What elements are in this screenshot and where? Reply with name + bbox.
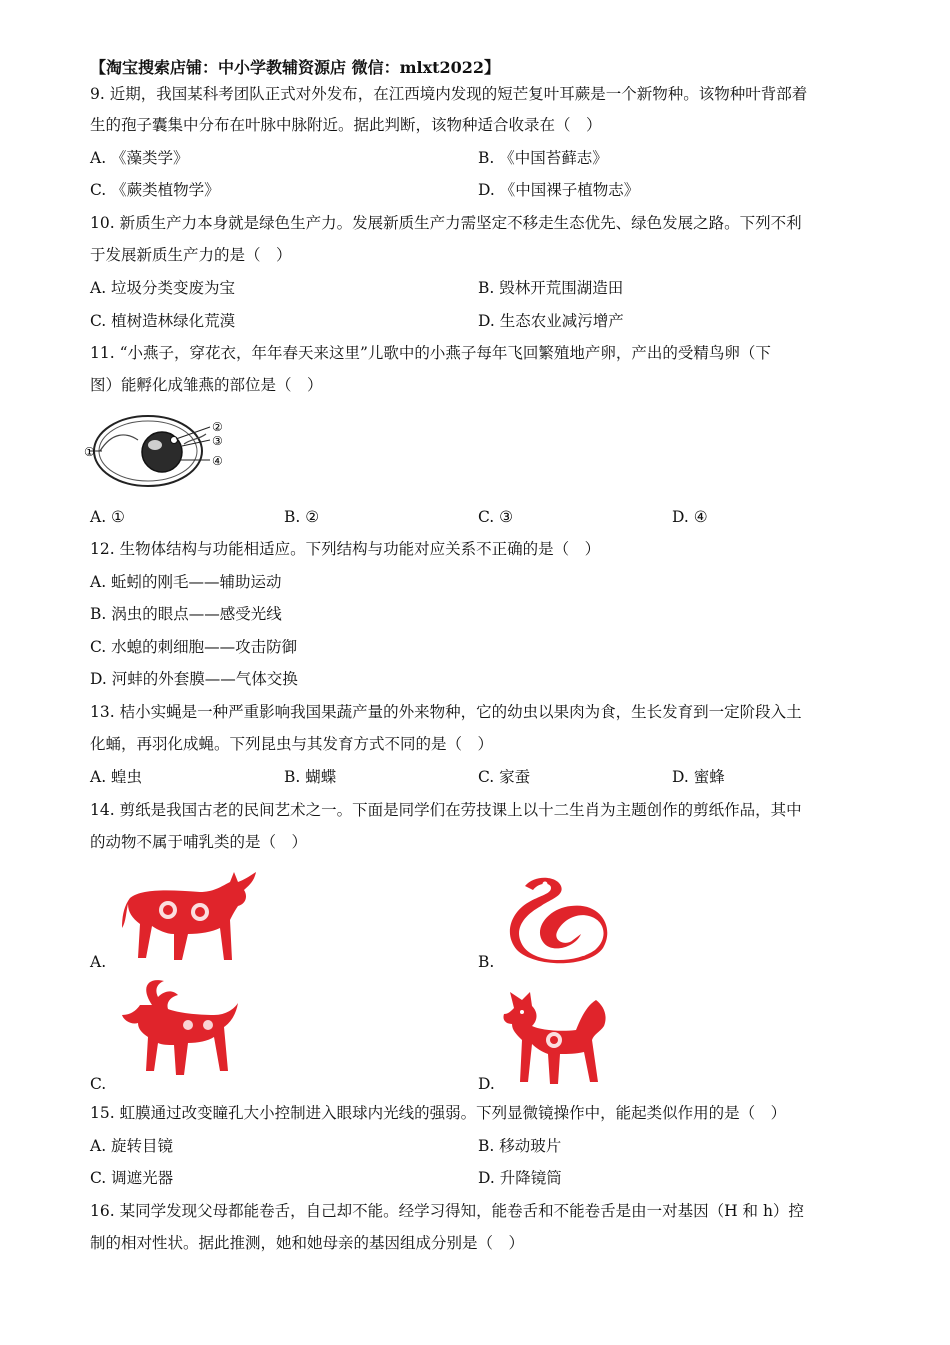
q13-option-d: D. 蜜蜂 xyxy=(672,768,725,786)
q16-line-2: 制的相对性状。据此推测，她和她母亲的基因组成分别是（ ） xyxy=(90,1234,525,1252)
q12-option-d: D. 河蚌的外套膜——气体交换 xyxy=(90,670,298,688)
germinal-disc xyxy=(171,437,178,444)
snake-pattern-1 xyxy=(531,938,539,946)
q10-line-2: 于发展新质生产力的是（ ） xyxy=(90,246,292,264)
q14-option-d: D. xyxy=(478,1075,495,1093)
snake-eye xyxy=(543,882,548,887)
ox-silhouette xyxy=(122,872,256,960)
q10-option-b: B. 毁林开荒围湖造田 xyxy=(478,279,624,297)
q11-line-1: 11. “小燕子，穿花衣，年年春天来这里”儿歌中的小燕子每年飞回繁殖地产卵，产出的受精鸟卵（下 xyxy=(90,344,771,362)
q14-line-2: 的动物不属于哺乳类的是（ ） xyxy=(90,833,308,851)
goat-pattern-1 xyxy=(183,1020,193,1030)
dog-eye xyxy=(520,1010,524,1014)
egg-label-3: ③ xyxy=(212,434,223,448)
goat-silhouette xyxy=(122,980,238,1075)
q14-option-c: C. xyxy=(90,1075,107,1093)
q9-line-2: 生的孢子囊集中分布在叶脉中脉附近。据此判断，该物种适合收录在（ ） xyxy=(90,116,602,134)
egg-label-2: ② xyxy=(212,420,223,434)
q11-option-c: C. ③ xyxy=(478,508,514,526)
yolk-highlight xyxy=(148,440,162,450)
q10-option-d: D. 生态农业减污增产 xyxy=(478,312,624,330)
goat-pattern-2 xyxy=(203,1020,213,1030)
q15-option-c: C. 调遮光器 xyxy=(90,1169,174,1187)
page-header: 【淘宝搜索店铺：中小学教辅资源店 微信：mlxt2022】 xyxy=(90,58,501,77)
q10-line-1: 10. 新质生产力本身就是绿色生产力。发展新质生产力需坚定不移走生态优先、绿色发展之路。下列不利 xyxy=(90,214,802,232)
q13-option-a: A. 蝗虫 xyxy=(90,768,143,786)
q9-option-b: B. 《中国苔藓志》 xyxy=(478,149,608,167)
q13-line-1: 13. 桔小实蝇是一种严重影响我国果蔬产量的外来物种，它的幼虫以果肉为食，生长发育到一定阶段入土 xyxy=(90,703,802,721)
q15-line-1: 15. 虹膜通过改变瞳孔大小控制进入眼球内光线的强弱。下列显微镜操作中，能起类似作用的是（ ） xyxy=(90,1104,787,1122)
q15-option-b: B. 移动玻片 xyxy=(478,1137,562,1155)
q10-option-c: C. 植树造林绿化荒漠 xyxy=(90,312,236,330)
q9-option-a: A. 《藻类学》 xyxy=(90,149,189,167)
dog-papercut-image xyxy=(500,986,612,1088)
q9-option-d: D. 《中国裸子植物志》 xyxy=(478,181,640,199)
q14-line-1: 14. 剪纸是我国古老的民间艺术之一。下面是同学们在劳技课上以十二生肖为主题创作的剪纸作品，其中 xyxy=(90,801,802,819)
q9-option-c: C. 《蕨类植物学》 xyxy=(90,181,220,199)
egg-label-1: ① xyxy=(84,445,95,459)
q13-option-c: C. 家蚕 xyxy=(478,768,531,786)
snake-papercut-image xyxy=(505,872,615,964)
goat-papercut-image xyxy=(118,975,240,1085)
q12-option-a: A. 蚯蚓的刚毛——辅助运动 xyxy=(90,573,282,591)
q11-option-a: A. ① xyxy=(90,508,125,526)
snake-silhouette xyxy=(510,878,607,964)
q13-line-2: 化蛹，再羽化成蝇。下列昆虫与其发育方式不同的是（ ） xyxy=(90,735,494,753)
q16-line-1: 16. 某同学发现父母都能卷舌，自己却不能。经学习得知，能卷舌和不能卷舌是由一对基因（H 和 h）控 xyxy=(90,1202,804,1220)
q15-option-d: D. 升降镜筒 xyxy=(478,1169,562,1187)
dog-pattern-1-core xyxy=(550,1036,558,1044)
ox-pattern-2-core xyxy=(195,907,205,917)
egg-label-4: ④ xyxy=(212,454,223,468)
q11-option-b: B. ② xyxy=(284,508,320,526)
snake-pattern-2 xyxy=(579,948,587,956)
bird-egg-diagram xyxy=(84,410,238,492)
ox-pattern-1-core xyxy=(163,905,173,915)
q12-option-b: B. 涡虫的眼点——感受光线 xyxy=(90,605,282,623)
q13-option-b: B. 蝴蝶 xyxy=(284,768,337,786)
q12-option-c: C. 水螅的刺细胞——攻击防御 xyxy=(90,638,298,656)
q12-line-1: 12. 生物体结构与功能相适应。下列结构与功能对应关系不正确的是（ ） xyxy=(90,540,601,558)
q15-option-a: A. 旋转目镜 xyxy=(90,1137,174,1155)
q14-option-b: B. xyxy=(478,953,495,971)
q14-option-a: A. xyxy=(90,953,107,971)
q11-option-d: D. ④ xyxy=(672,508,708,526)
q9-line-1: 9. 近期，我国某科考团队正式对外发布，在江西境内发现的短芒复叶耳蕨是一个新物种。该物种叶背部着 xyxy=(90,85,808,103)
ox-papercut-image xyxy=(122,868,260,966)
q11-line-2: 图）能孵化成雏燕的部位是（ ） xyxy=(90,376,323,394)
q10-option-a: A. 垃圾分类变废为宝 xyxy=(90,279,236,297)
chalaza-left xyxy=(100,435,138,451)
